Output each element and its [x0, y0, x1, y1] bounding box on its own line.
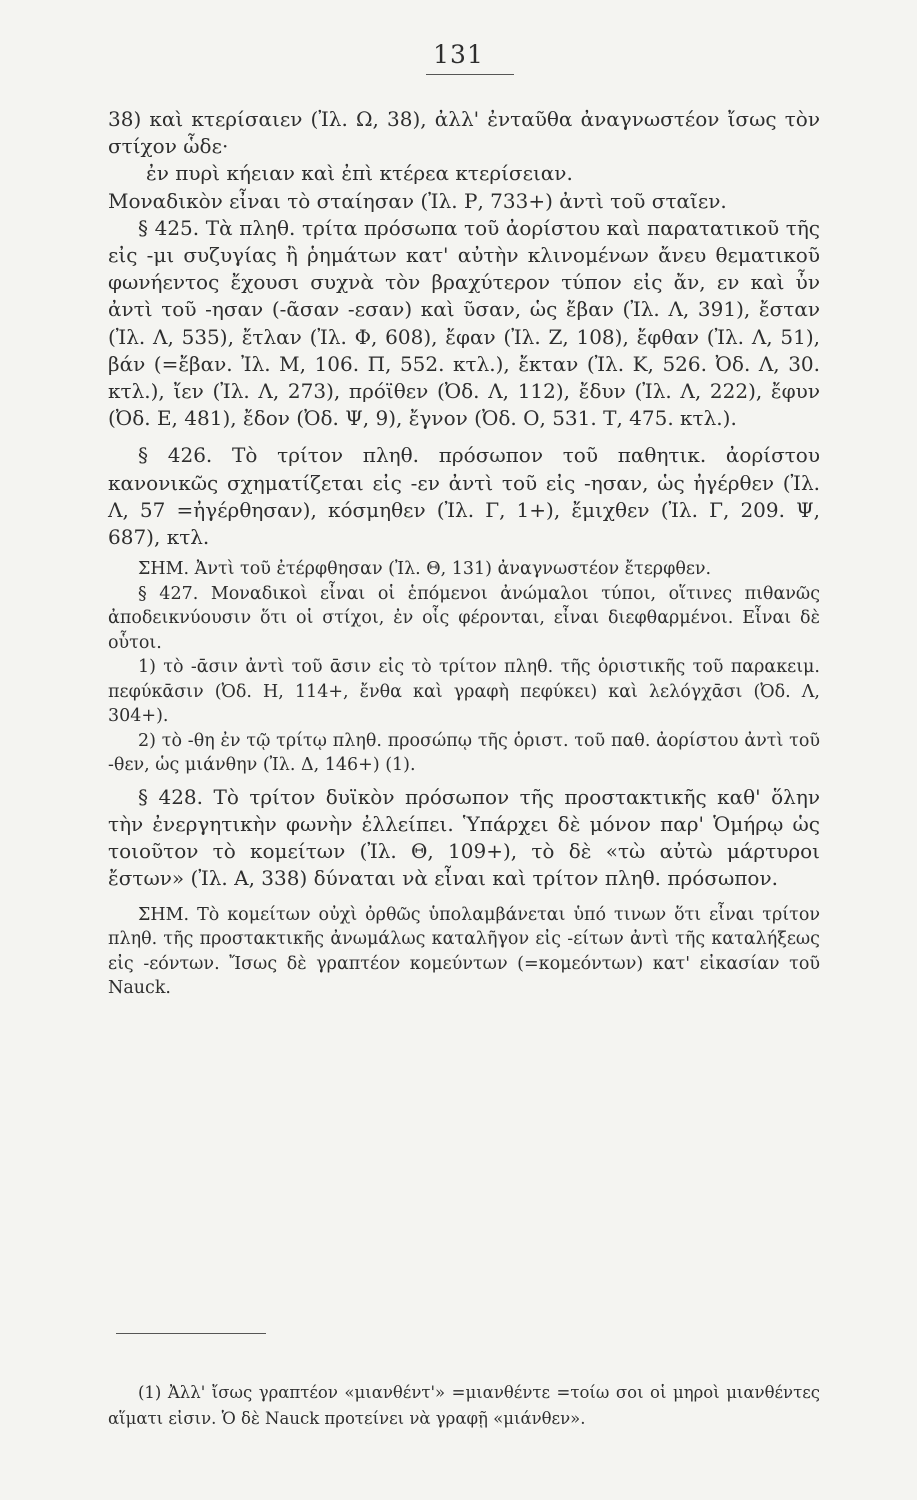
section-427: § 427. Μοναδικοὶ εἶναι οἱ ἑπόμενοι ἀνώμαλοι τύποι, οἵτινες πιθανῶς ἀποδεικνύουσιν ὅτι οἱ στίχοι, ἐν οἷς φέρονται, εἶναι διεφθαρμένοι. Εἶναι δὲ οὗτοι.: [108, 583, 820, 653]
paragraph-continuation: 38) καὶ κτερίσαιεν (Ἰλ. Ω, 38), ἀλλ' ἐνταῦθα ἀναγνωστέον ἴσως τὸν στίχον ὧδε·: [108, 107, 820, 159]
main-text: [108, 106, 820, 1001]
section-428: § 428. Τὸ τρίτον δυϊκὸν πρόσωπον τῆς προστακτικῆς καθ' ὅλην τὴν ἐνεργητικὴν φωνὴν ἐλλείπει. Ὑπάρχει δὲ μόνον παρ' Ὁμήρῳ ὡς τοιοῦτον τὸ κομείτων (Ἰλ. Θ, 109+), τὸ δὲ «τὼ αὐτὼ μάρτυροι ἔστων» (Ἰλ. Α, 338) δύναται νὰ εἶναι καὶ τρίτον πληθ. πρόσωπον.: [108, 784, 820, 891]
section-427-item-1: 1) τὸ -ᾱσιν ἀντὶ τοῦ ᾱσιν εἰς τὸ τρίτον πληθ. τῆς ὁριστικῆς τοῦ παρακειμ. πεφύκᾱσιν (Ὀδ. Η, 114+, ἔνθα καὶ γραφὴ πεφύκει) καὶ λελόγχᾱσι (Ὀδ. Λ, 304+).: [108, 657, 820, 727]
page-number: 131: [433, 40, 484, 69]
section-425: § 425. Τὰ πληθ. τρίτα πρόσωπα τοῦ ἀορίστου καὶ παρατατικοῦ τῆς εἰς -μι συζυγίας ἢ ῥημάτων κατ' αὐτὴν κλινομένων ἄνευ θεματικοῦ φωνήεντος ἔχουσι συχνὰ τὸν βραχύτερον τύπον εἰς ἄν, εν καὶ ὖν ἀντὶ τοῦ -ησαν (-ᾶσαν -εσαν) καὶ ῦσαν, ὡς ἔβαν (Ἰλ. Λ, 391), ἔσταν (Ἰλ. Λ, 535), ἔτλαν (Ἰλ. Φ, 608), ἔφαν (Ἰλ. Ζ, 108), ἔφθαν (Ἰλ. Λ, 51), βάν (=ἔβαν. Ἰλ. Μ, 106. Π, 552. κτλ.), ἔκταν (Ἰλ. Κ, 526. Ὀδ. Λ, 30. κτλ.), ἴεν (Ἰλ. Λ, 273), πρόϊθεν (Ὀδ. Λ, 112), ἔδυν (Ἰλ. Λ, 222), ἔφυν (Ὀδ. Ε, 481), ἔδον (Ὀδ. Ψ, 9), ἔγνον (Ὀδ. Ο, 531. Τ, 475. κτλ.).: [108, 215, 820, 431]
section-427-item-2: 2) τὸ -θη ἐν τῷ τρίτῳ πληθ. προσώπῳ τῆς ὁριστ. τοῦ παθ. ἀορίστου ἀντὶ τοῦ -θεν, ὡς μιάνθην (Ἰλ. Δ, 146+) (1).: [108, 730, 820, 776]
page-number-rule: [426, 74, 514, 75]
section-426: § 426. Τὸ τρίτον πληθ. πρόσωπον τοῦ παθητικ. ἀορίστου κανονικῶς σχηματίζεται εἰς -εν ἀντὶ τοῦ εἰς -ησαν, ὡς ἠγέρθεν (Ἰλ. Λ, 57 =ἠγέρθησαν), κόσμηθεν (Ἰλ. Γ, 1+), ἔμιχθεν (Ἰλ. Γ, 209. Ψ, 687), κτλ.: [108, 443, 820, 550]
verse-line: ἐν πυρὶ κήειαν καὶ ἐπὶ κτέρεα κτερίσειαν.: [146, 161, 573, 186]
note-426: ΣΗΜ. Ἀντὶ τοῦ ἐτέρφθησαν (Ἰλ. Θ, 131) ἀναγνωστέον ἔτερφθεν.: [138, 559, 712, 580]
footnote-rule: [116, 1333, 266, 1334]
footnote-text: (1) Ἀλλ' ἴσως γραπτέον «μιανθέντ'» =μιανθέντε =τοίω σοι οἱ μηροὶ μιανθέντες αἵματι εἰσιν. Ὁ δὲ Nauck προτείνει νὰ γραφῇ «μιάνθεν».: [108, 1383, 820, 1428]
paragraph-remark: Μοναδικὸν εἶναι τὸ σταίησαν (Ἰλ. Ρ, 733+) ἀντὶ τοῦ σταῖεν.: [108, 188, 727, 213]
note-428: ΣΗΜ. Τὸ κομείτων οὐχὶ ὀρθῶς ὑπολαμβάνεται ὑπό τινων ὅτι εἶναι τρίτον πληθ. τῆς προστακτικῆς ἀνωμάλως καταλῆγον εἰς -είτων ἀντὶ τῆς καταλήξεως εἰς -εόντων. Ἴσως δὲ γραπτέον κομεύντων (=κομεόντων) κατ' εἰκασίαν τοῦ Nauck.: [108, 904, 820, 999]
footnote: [108, 1380, 820, 1432]
